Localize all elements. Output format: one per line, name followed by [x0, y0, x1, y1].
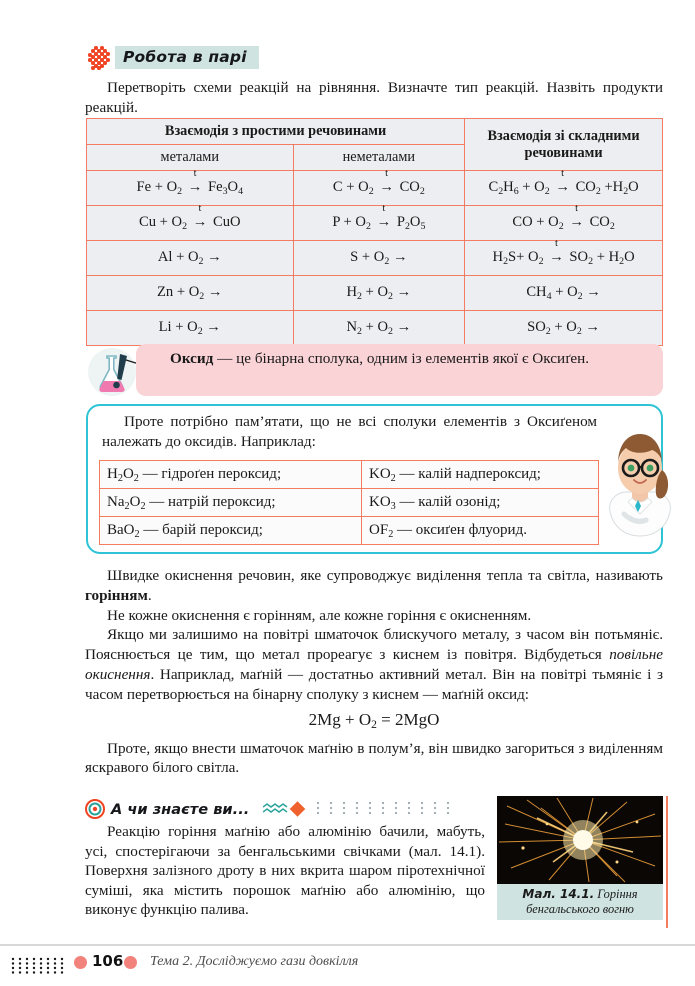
peroxide-cell-right: $KO_3$ — калій озонід; [362, 489, 599, 517]
paragraph-burning-definition [85, 566, 663, 606]
header-simple-substances: Взаємодія з простими речовинами [87, 119, 465, 145]
reaction-cell-complex: $SO_2 + O_2$ → [465, 311, 663, 346]
p3-part-a: Якщо ми залишимо на повітрі шматочок блискучого металу, з часом він потьмяніє. Пояснюється це тим, що метал прореагує з киснем із повітря. Відбудеться [85, 626, 663, 664]
figure-caption-text: Горіння бенгальського вогню [526, 887, 638, 916]
subheader-metals: металами [87, 145, 294, 171]
reaction-cell-metals: $Al + O_2$ → [87, 241, 294, 276]
pair-work-instruction: Перетворіть схеми реакцій на рівняння. Визначте тип реакцій. Назвіть продукти реакцій. [85, 79, 663, 116]
figure-caption [497, 884, 663, 920]
pair-work-title: Робота в парі [123, 48, 247, 66]
peroxide-note-box [86, 404, 663, 554]
table-row [87, 241, 663, 276]
flask-exclamation-icon [86, 346, 138, 398]
peroxide-cell-left: $H_2O_2$ — гідроґен пероксид; [100, 461, 362, 489]
peroxide-note-intro: Проте потрібно пам’ятати, що не всі сполуки елементів з Оксиґеном належать до оксидів. Наприклад: [102, 413, 597, 450]
peroxide-cell-left: $Na_2O_2$ — натрій пероксид; [100, 489, 362, 517]
oxide-term: Оксид [170, 350, 214, 367]
subheader-nonmetals: неметалами [293, 145, 465, 171]
sparkler-burning-photo [497, 796, 663, 884]
reaction-cell-complex: $CH_4 + O_2$ → [465, 276, 663, 311]
reaction-cell-nonmetals: $S + O_2$ → [293, 241, 465, 276]
reaction-cell-nonmetals: $C + O_2$ t → $CO_2$ [293, 171, 465, 206]
footer-topic: Тема 2. Досліджуємо гази довкілля [150, 954, 359, 969]
main-body-text [85, 566, 663, 778]
magnesium-equation: $2Mg + O_2 = 2MgO$ [308, 709, 440, 731]
table-row [87, 171, 663, 206]
reaction-cell-complex: $C_2H_6 + O_2$ t → $CO_2 +H_2O$ [465, 171, 663, 206]
reaction-cell-metals: $Cu + O_2$ t → CuO [87, 206, 294, 241]
reaction-cell-metals: $Zn + O_2$ → [87, 276, 294, 311]
did-you-know-header [85, 798, 463, 820]
footer-dot-grid [10, 956, 68, 974]
reaction-cell-nonmetals: $P + O_2$ t → $P_2O_5$ [293, 206, 465, 241]
table-row [87, 206, 663, 241]
page-footer [0, 944, 695, 986]
pair-work-title-band [115, 46, 259, 69]
figure-sparkler [497, 796, 663, 929]
dot-cluster-icon [85, 44, 111, 70]
reaction-cell-metals: $Fe + O_2$ t → $Fe_3O_4$ [87, 171, 294, 206]
footer-pill-right [124, 956, 137, 969]
oxide-definition-box [136, 344, 663, 396]
reaction-table [86, 118, 663, 346]
reaction-cell-nonmetals: $H_2 + O_2$ → [293, 276, 465, 311]
spiral-icon [85, 799, 105, 819]
reaction-cell-complex: CO + $O_2$ t → $CO_2$ [465, 206, 663, 241]
reaction-cell-complex: $H_2S+ O_2$ t → $SO_2 + H_2O$ [465, 241, 663, 276]
header-complex-substances: Взаємодія зі складними речовинами [465, 119, 663, 171]
table-header-row [87, 119, 663, 145]
did-you-know-text: Реакцію горіння маґнію або алюмінію бачили, мабуть, усі, спостерігаючи за бенгальськими свічками (мал. 14.1). Поверхня залізного дроту в них вкрита шаром піротехнічної суміші, яка містить порошок маґнію або алюмінію, що виконує функцію палива. [85, 823, 485, 919]
reaction-cell-metals: $Li + O_2$ → [87, 311, 294, 346]
paragraph-oxidation-note: Не кожне окиснення є горінням, але кожне горіння є окисненням. [107, 606, 532, 624]
dotted-decoration [315, 800, 463, 819]
figure-divider-rule [666, 796, 668, 928]
oxide-definition-callout [86, 344, 663, 400]
peroxide-table [99, 460, 599, 545]
page-number: 106 [92, 952, 124, 970]
girl-scientist-illustration [588, 408, 692, 560]
footer-pill-left [74, 956, 87, 969]
footer-rule [0, 944, 695, 946]
peroxide-cell-right: $OF_2$ — оксиґен флуорид. [362, 517, 599, 545]
peroxide-cell-left: BaO$_2$ — барій пероксид; [100, 517, 362, 545]
p1-bold-term: горінням [85, 586, 148, 604]
zigzag-diamond-icon [263, 801, 309, 817]
oxide-definition-text: — це бінарна сполука, одним із елементів якої є Оксиґен. [213, 350, 590, 367]
table-row [87, 276, 663, 311]
table-row [87, 311, 663, 346]
list-item [100, 489, 599, 517]
p1-part-b: . [147, 586, 152, 604]
paragraph-slow-oxidation [85, 625, 663, 704]
p3-italic-term: повільне окиснення [85, 646, 663, 683]
reaction-cell-nonmetals: $N_2 + O_2$ → [293, 311, 465, 346]
list-item [100, 461, 599, 489]
decoration-group [263, 800, 463, 819]
p1-part-a: Швидке окиснення речовин, яке супроводжує виділення тепла та світла, називають [107, 567, 663, 584]
list-item [100, 517, 599, 545]
paragraph-magnesium-flame: Проте, якщо внести шматочок маґнію в полум’я, він швидко загориться з виділенням яскравого білого світла. [85, 739, 663, 777]
p3-part-b: . Наприклад, маґній — достатньо активний метал. Він на повітрі тьмяніє і з часом перетворюється на бінарну сполуку з киснем — маґній оксид: [85, 665, 663, 703]
pair-work-header [85, 44, 259, 70]
figure-caption-label: Мал. 14.1. [522, 887, 595, 901]
peroxide-cell-right: $KO_2$ — калій надпероксид; [362, 461, 599, 489]
did-you-know-title: А чи знаєте ви... [111, 800, 250, 818]
